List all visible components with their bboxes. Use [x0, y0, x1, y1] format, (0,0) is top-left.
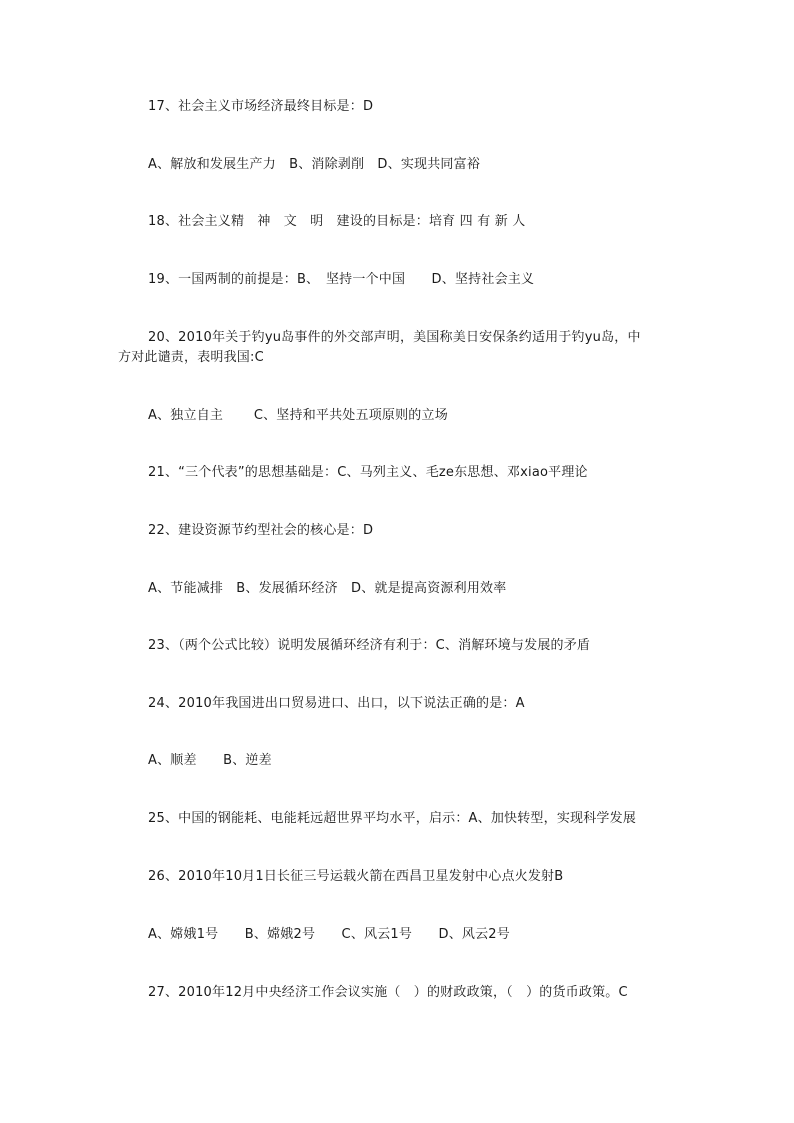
- question-20-options: A、独立自主 C、坚持和平共处五项原则的立场: [148, 408, 448, 423]
- question-24-options: A、顺差 B、逆差: [148, 753, 272, 768]
- question-19: 19、一国两制的前提是：B、 坚持一个中国 D、坚持社会主义: [148, 272, 535, 287]
- question-17-options: A、解放和发展生产力 B、消除剥削 D、实现共同富裕: [148, 157, 481, 172]
- question-26-options: A、嫦娥1号 B、嫦娥2号 C、风云1号 D、风云2号: [148, 927, 510, 942]
- question-27: 27、2010年12月中央经济工作会议实施（ ）的财政政策，（ ）的货币政策。C: [148, 985, 628, 1000]
- question-22-options: A、节能减排 B、发展循环经济 D、就是提高资源利用效率: [148, 581, 507, 596]
- question-21: 21、“三个代表”的思想基础是：C、马列主义、毛ze东思想、邓xiao平理论: [148, 465, 588, 480]
- question-25: 25、中国的钢能耗、电能耗远超世界平均水平，启示：A、加快转型，实现科学发展: [148, 811, 637, 826]
- question-26: 26、2010年10月1日长征三号运载火箭在西昌卫星发射中心点火发射B: [148, 869, 564, 884]
- question-18: 18、社会主义精 神 文 明 建设的目标是：培育 四 有 新 人: [148, 214, 526, 229]
- question-17: 17、社会主义市场经济最终目标是：D: [148, 99, 374, 114]
- question-20: 20、2010年关于钓yu岛事件的外交部声明，美国称美日安保条约适用于钓yu岛，中方对此谴责，表明我国:C: [118, 330, 641, 365]
- question-23: 23、（两个公式比较）说明发展循环经济有利于：C、消解环境与发展的矛盾: [148, 638, 591, 653]
- question-24: 24、2010年我国进出口贸易进口、出口，以下说法正确的是：A: [148, 696, 525, 711]
- question-22: 22、建设资源节约型社会的核心是：D: [148, 523, 374, 538]
